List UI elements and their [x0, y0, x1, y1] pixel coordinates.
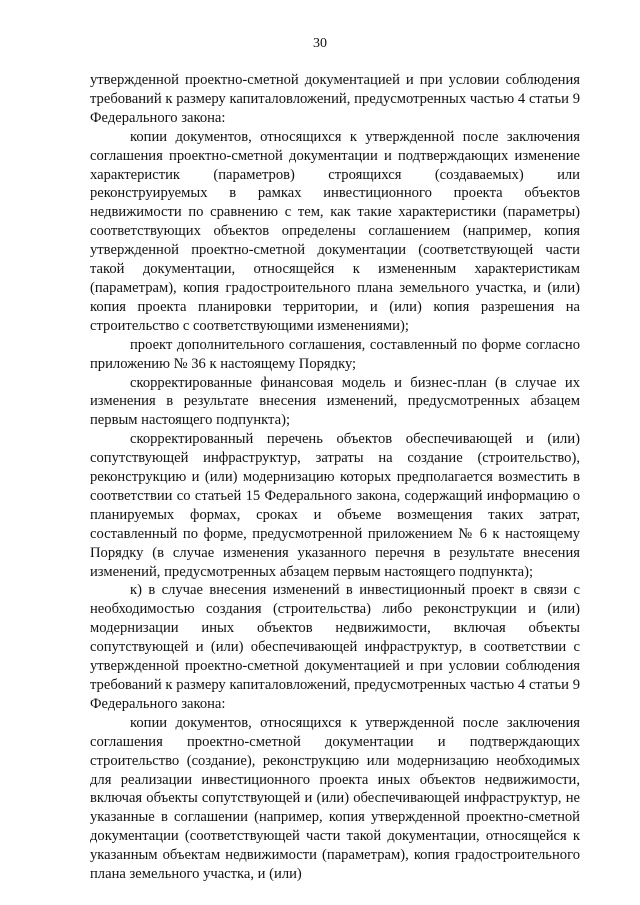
paragraph: проект дополнительного соглашения, составленный по форме согласно приложению № 36 к настоящему Порядку;: [90, 336, 580, 372]
paragraph: скорректированный перечень объектов обеспечивающей и (или) сопутствующей инфраструктур, затраты на создание (строительство), реконструкцию и (или) модернизацию которых предполагается возместить в соответствии со статьей 15 Федерального закона, содержащий информацию о планируемых формах, сроках и объеме возмещения таких затрат, составленный по форме, предусмотренной приложением № 6 к настоящему Порядку (в случае изменения указанного перечня в результате внесения изменений, предусмотренных абзацем первым настоящего подпункта);: [90, 431, 580, 580]
paragraph: копии документов, относящихся к утвержденной после заключения соглашения проектно-сметной документации и подтверждающих изменение характеристик (параметров) строящихся (создаваемых) или реконструируемых в рамках инвестиционного проекта объектов недвижимости по сравнению с тем, как такие характеристики (параметры) соответствующих объектов определены соглашением (например, копия утвержденной проектно-сметной документации (соответствующей части такой документации, относящейся к измененным характеристикам (параметрам), копия градостроительного плана земельного участка, и (или) копия проекта планировки территории, и (или) копия разрешения на строительство с соответствующими изменениями);: [90, 128, 580, 334]
body-text: [90, 71, 580, 884]
paragraph: копии документов, относящихся к утвержденной после заключения соглашения проектно-сметной документации и подтверждающих строительство (создание), реконструкцию или модернизацию необходимых для реализации инвестиционного проекта иных объектов недвижимости, включая объекты сопутствующей и (или) обеспечивающей инфраструктур, не указанные в соглашении (например, копия утвержденной проектно-сметной документации (соответствующей части такой документации, относящейся к указанным объектам недвижимости (параметрам), копия градостроительного плана земельного участка, и (или): [90, 714, 580, 883]
paragraph: к) в случае внесения изменений в инвестиционный проект в связи с необходимостью создания (строительства) либо реконструкции и (или) модернизации иных объектов недвижимости, включая объекты сопутствующей и (или) обеспечивающей инфраструктур, в соответствии с утвержденной проектно-сметной документацией и при условии соблюдения требований к размеру капиталовложений, предусмотренных частью 4 статьи 9 Федерального закона:: [90, 582, 580, 712]
paragraph: скорректированные финансовая модель и бизнес-план (в случае их изменения в результате внесения изменений, предусмотренных абзацем первым настоящего подпункта);: [90, 374, 580, 429]
paragraph: утвержденной проектно-сметной документацией и при условии соблюдения требований к размеру капиталовложений, предусмотренных частью 4 статьи 9 Федерального закона:: [90, 72, 580, 126]
page-number: 30: [313, 36, 327, 51]
